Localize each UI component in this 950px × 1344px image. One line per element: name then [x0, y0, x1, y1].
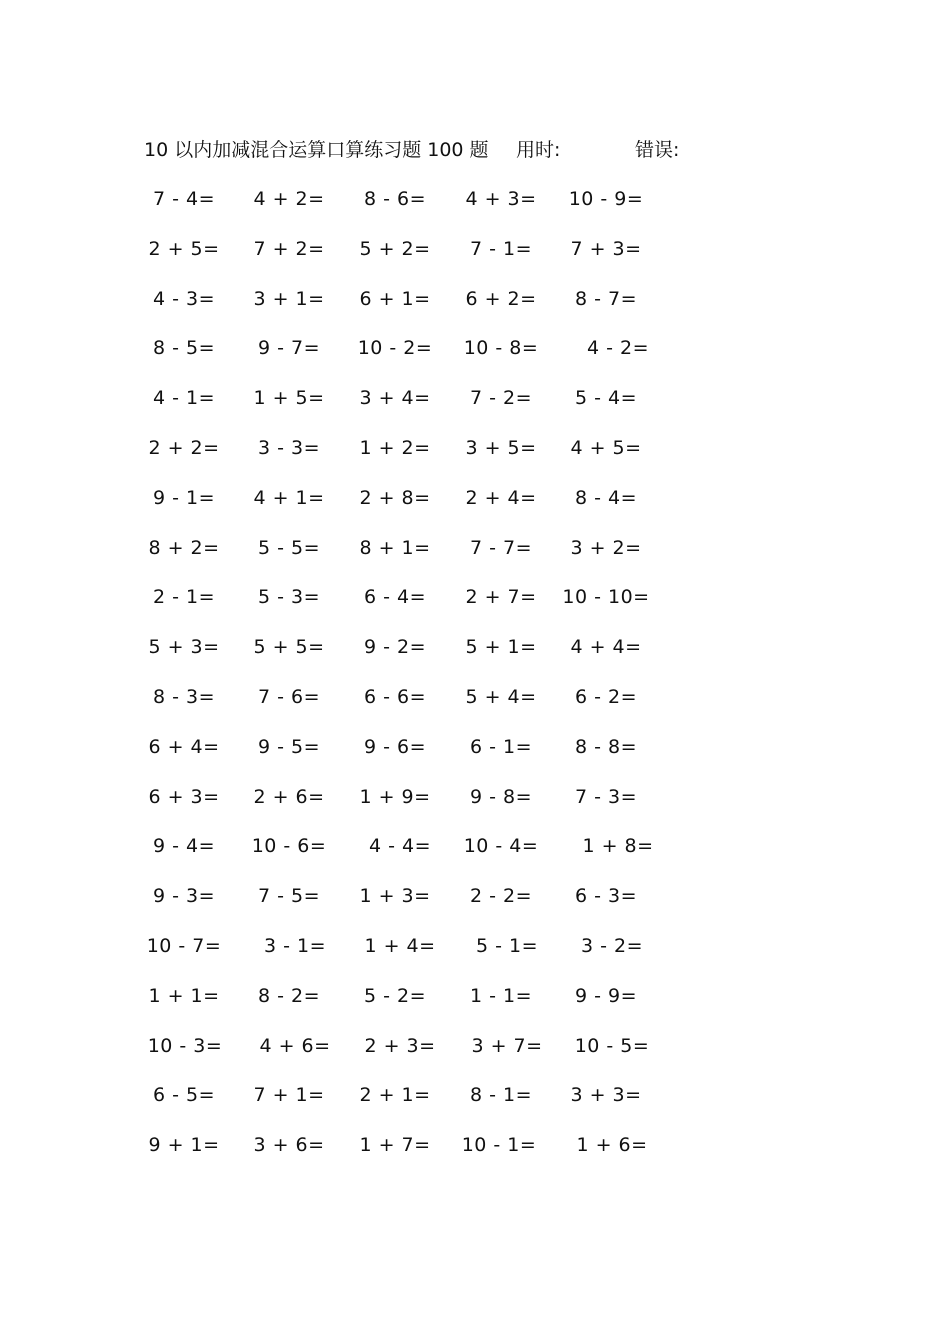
- math-problem: 7 - 5=: [257, 885, 321, 907]
- math-problem: 4 + 2=: [253, 188, 325, 210]
- math-problem: 1 + 6=: [576, 1134, 648, 1156]
- math-problem: 10 - 8=: [463, 337, 539, 359]
- math-problem: 4 + 5=: [570, 437, 642, 459]
- math-problem: 8 - 3=: [152, 686, 216, 708]
- math-problem: 3 + 3=: [570, 1084, 642, 1106]
- math-problem: 8 - 2=: [257, 985, 321, 1007]
- math-problem: 10 - 9=: [568, 188, 644, 210]
- math-problem: 1 + 8=: [582, 835, 654, 857]
- math-problem: 1 + 1=: [148, 985, 220, 1007]
- math-problem: 2 - 2=: [469, 885, 533, 907]
- math-problem: 6 - 4=: [363, 586, 427, 608]
- math-problem: 9 - 5=: [257, 736, 321, 758]
- math-problem: 9 - 6=: [363, 736, 427, 758]
- math-problem: 4 + 6=: [259, 1035, 331, 1057]
- math-problem: 9 - 9=: [574, 985, 638, 1007]
- math-problem: 6 - 3=: [574, 885, 638, 907]
- math-problem: 7 - 1=: [469, 238, 533, 260]
- math-problem: 10 - 1=: [461, 1134, 537, 1156]
- math-problem: 7 - 2=: [469, 387, 533, 409]
- math-problem: 3 + 4=: [359, 387, 431, 409]
- math-problem: 2 + 3=: [364, 1035, 436, 1057]
- math-problem: 6 - 6=: [363, 686, 427, 708]
- math-problem: 3 - 3=: [257, 437, 321, 459]
- math-problem: 7 - 4=: [152, 188, 216, 210]
- math-problem: 2 + 7=: [465, 586, 537, 608]
- math-problem: 1 + 2=: [359, 437, 431, 459]
- math-problem: 2 + 8=: [359, 487, 431, 509]
- math-problem: 8 - 5=: [152, 337, 216, 359]
- math-problem: 5 + 3=: [148, 636, 220, 658]
- math-problem: 2 + 1=: [359, 1084, 431, 1106]
- math-problem: 8 - 7=: [574, 288, 638, 310]
- math-problem: 5 - 2=: [363, 985, 427, 1007]
- math-problem: 9 - 7=: [257, 337, 321, 359]
- math-problem: 7 + 1=: [253, 1084, 325, 1106]
- math-problem: 6 - 1=: [469, 736, 533, 758]
- math-problem: 4 - 2=: [586, 337, 650, 359]
- math-problem: 5 - 3=: [257, 586, 321, 608]
- math-problem: 3 + 2=: [570, 537, 642, 559]
- math-problem: 7 - 3=: [574, 786, 638, 808]
- math-problem: 4 + 4=: [570, 636, 642, 658]
- math-problem: 2 - 1=: [152, 586, 216, 608]
- math-problem: 6 + 4=: [148, 736, 220, 758]
- math-problem: 4 + 3=: [465, 188, 537, 210]
- math-problem: 10 - 10=: [562, 586, 650, 608]
- math-problem: 4 - 1=: [152, 387, 216, 409]
- math-problem: 7 - 7=: [469, 537, 533, 559]
- math-problem: 3 + 6=: [253, 1134, 325, 1156]
- math-problem: 9 - 8=: [469, 786, 533, 808]
- math-problem: 5 - 1=: [475, 935, 539, 957]
- error-label: 错误:: [635, 139, 680, 161]
- math-problem: 8 - 4=: [574, 487, 638, 509]
- math-problem: 5 - 4=: [574, 387, 638, 409]
- math-problem: 9 - 2=: [363, 636, 427, 658]
- math-problem: 7 + 2=: [253, 238, 325, 260]
- math-problem: 3 + 7=: [471, 1035, 543, 1057]
- math-problem: 10 - 3=: [147, 1035, 223, 1057]
- math-problem: 8 - 8=: [574, 736, 638, 758]
- math-problem: 8 - 1=: [469, 1084, 533, 1106]
- math-problem: 5 + 2=: [359, 238, 431, 260]
- math-problem: 5 + 4=: [465, 686, 537, 708]
- math-problem: 8 + 1=: [359, 537, 431, 559]
- time-label: 用时:: [516, 139, 561, 161]
- math-problem: 7 - 6=: [257, 686, 321, 708]
- math-problem: 6 + 2=: [465, 288, 537, 310]
- math-problem: 2 + 4=: [465, 487, 537, 509]
- math-problem: 1 + 3=: [359, 885, 431, 907]
- math-problem: 10 - 2=: [357, 337, 433, 359]
- math-problem: 6 - 2=: [574, 686, 638, 708]
- math-problem: 2 + 2=: [148, 437, 220, 459]
- math-problem: 4 - 3=: [152, 288, 216, 310]
- math-problem: 3 - 1=: [263, 935, 327, 957]
- math-problem: 1 + 7=: [359, 1134, 431, 1156]
- math-problem: 5 + 5=: [253, 636, 325, 658]
- math-problem: 4 + 1=: [253, 487, 325, 509]
- math-problem: 5 + 1=: [465, 636, 537, 658]
- math-problem: 9 - 3=: [152, 885, 216, 907]
- math-problem: 9 - 1=: [152, 487, 216, 509]
- math-problem: 9 - 4=: [152, 835, 216, 857]
- math-problem: 10 - 4=: [463, 835, 539, 857]
- math-problem: 2 + 5=: [148, 238, 220, 260]
- math-problem: 1 + 4=: [364, 935, 436, 957]
- worksheet-title: 10 以内加减混合运算口算练习题 100 题: [144, 139, 489, 161]
- math-problem: 1 + 5=: [253, 387, 325, 409]
- math-problem: 3 + 5=: [465, 437, 537, 459]
- math-problem: 10 - 5=: [574, 1035, 650, 1057]
- math-problem: 3 - 2=: [580, 935, 644, 957]
- math-problem: 6 + 1=: [359, 288, 431, 310]
- math-problem: 8 - 6=: [363, 188, 427, 210]
- math-problem: 6 + 3=: [148, 786, 220, 808]
- math-problem: 5 - 5=: [257, 537, 321, 559]
- math-problem: 8 + 2=: [148, 537, 220, 559]
- math-problem: 9 + 1=: [148, 1134, 220, 1156]
- math-problem: 1 - 1=: [469, 985, 533, 1007]
- math-problem: 4 - 4=: [368, 835, 432, 857]
- math-problem: 2 + 6=: [253, 786, 325, 808]
- math-problem: 7 + 3=: [570, 238, 642, 260]
- math-problem: 3 + 1=: [253, 288, 325, 310]
- math-problem: 1 + 9=: [359, 786, 431, 808]
- math-problem: 10 - 6=: [251, 835, 327, 857]
- math-problem: 10 - 7=: [146, 935, 222, 957]
- math-problem: 6 - 5=: [152, 1084, 216, 1106]
